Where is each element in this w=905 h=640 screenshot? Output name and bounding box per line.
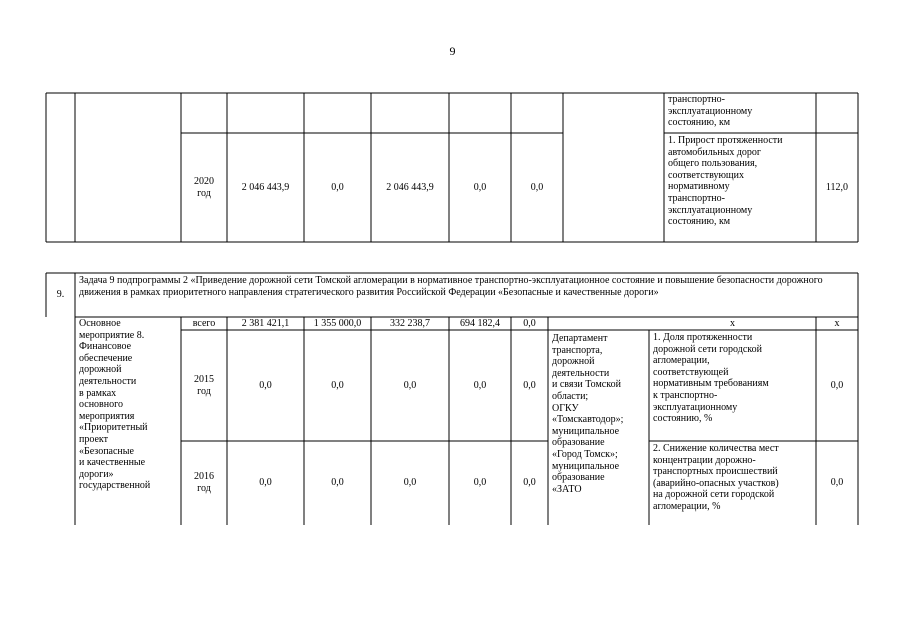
regional-2016: 0,0 — [403, 477, 417, 489]
total-value: х — [834, 317, 840, 329]
task-title: Задача 9 подпрограммы 2 «Приведение дорожной сети Томской агломерации в нормативное транспортно-эксплуатационное состояние и повышение безопасности дорожного движения в рамках приоритетного направления стратегического развития Российской Федерации «Безопасные и качественные дороги» — [79, 275, 823, 298]
other-2015: 0,0 — [523, 379, 536, 391]
federal-2016: 0,0 — [331, 477, 344, 489]
value-2016: 0,0 — [830, 477, 844, 489]
total-2015: 0,0 — [259, 379, 272, 391]
upper-indicator-tail: транспортно- эксплуатационному состоянию, км — [668, 94, 753, 129]
task-number: 9. — [56, 289, 65, 301]
year-2016: 2016 год — [194, 471, 214, 494]
executor-text: Департамент транспорта, дорожной деятельности и связи Томской области; ОГКУ «Томскавтодор»; муниципальное образование «Город Томск»; муниципальное образование «ЗАТО — [552, 333, 624, 495]
upper-year-2020: 2020 год — [194, 175, 214, 199]
upper-total-2020: 2 046 443,9 — [241, 181, 290, 193]
upper-indicator-2020: 1. Прирост протяженности автомобильных дорог общего пользования, соответствующих нормативному транспортно- эксплуатационному состоянию, км — [668, 135, 783, 228]
total-federal: 1 355 000,0 — [313, 317, 362, 329]
value-2015: 0,0 — [830, 379, 844, 391]
year-2015: 2015 год — [194, 373, 214, 397]
page-number: 9 — [449, 44, 456, 58]
total-indicator: х — [730, 317, 735, 329]
regional-2015: 0,0 — [403, 379, 417, 391]
upper-regional-2020: 2 046 443,9 — [386, 181, 434, 193]
upper-other-2020: 0,0 — [530, 181, 544, 193]
other-2016: 0,0 — [523, 477, 536, 489]
main-measure-text: Основное мероприятие 8. Финансовое обеспечение дорожной деятельности в рамках основного мероприятия «Приоритетный проект «Безопасные и качественные дороги» государственной — [79, 318, 151, 492]
federal-2015: 0,0 — [331, 379, 344, 391]
total-local: 694 182,4 — [460, 317, 500, 329]
upper-value-2020: 112,0 — [825, 181, 849, 193]
total-other: 0,0 — [523, 317, 536, 329]
total-regional: 332 238,7 — [390, 317, 430, 329]
upper-federal-2020: 0,0 — [331, 181, 344, 193]
total-sum: 2 381 421,1 — [241, 317, 290, 329]
local-2015: 0,0 — [473, 379, 487, 391]
total-label: всего — [192, 317, 216, 329]
total-2016: 0,0 — [259, 477, 272, 489]
indicator-2016: 2. Снижение количества мест концентрации дорожно- транспортных происшествий (аварийно-опасных участков) на дорожной сети городской агломерации, % — [653, 443, 779, 512]
indicator-2015: 1. Доля протяженности дорожной сети городской агломерации, соответствующей нормативным требованиям к транспортно- эксплуатационному состоянию, % — [653, 332, 769, 425]
local-2016: 0,0 — [473, 477, 487, 489]
upper-local-2020: 0,0 — [473, 181, 487, 193]
